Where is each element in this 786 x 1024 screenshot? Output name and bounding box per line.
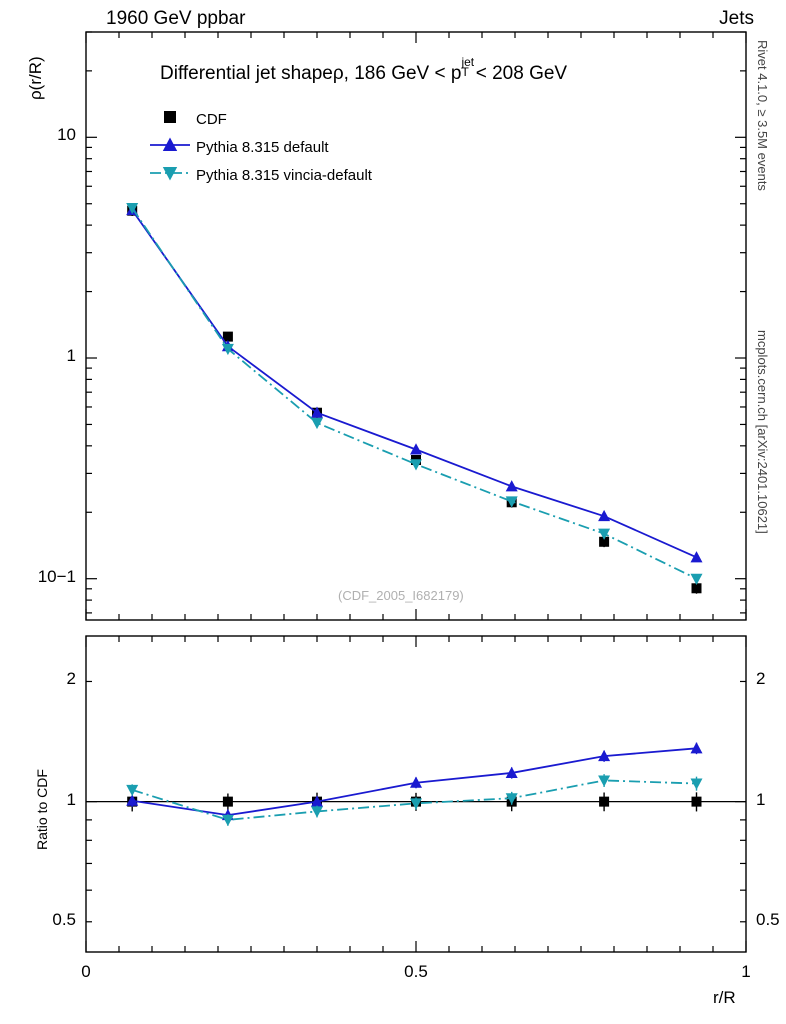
main-y-axis-label: ρ(r/R) (26, 56, 45, 100)
plot-title-sub: T (461, 65, 469, 80)
legend-label-0: CDF (196, 111, 227, 128)
legend-marker-0 (164, 111, 176, 123)
legend-label-1: Pythia 8.315 default (196, 139, 329, 156)
x-axis-label: r/R (713, 988, 736, 1007)
side-caption-mcplots: mcplots.cern.ch [arXiv:2401.10621] (755, 330, 770, 534)
plot-title-post: < 208 GeV (470, 63, 568, 84)
data-point-triangle-up (691, 742, 703, 753)
data-point-square (599, 797, 609, 807)
data-point-triangle-up (691, 551, 703, 562)
ratio-y-ticklabel-right-0: 0.5 (756, 909, 780, 929)
ratio-y-ticklabel-left-0: 0.5 (52, 909, 76, 929)
ratio-y-ticklabel-left-2: 2 (66, 669, 76, 689)
main-panel-frame (86, 32, 746, 620)
legend-label-2: Pythia 8.315 vincia-default (196, 167, 372, 184)
ratio-y-ticklabel-right-1: 1 (756, 789, 766, 809)
ratio-y-axis-label: Ratio to CDF (34, 769, 50, 850)
dataset-watermark: (CDF_2005_I682179) (338, 588, 464, 603)
plot-title-sup: jet (461, 54, 475, 69)
series-line (132, 208, 696, 579)
x-ticklabel-0: 0 (81, 962, 91, 981)
x-ticklabel-1: 0.5 (404, 962, 428, 981)
series-line (132, 210, 696, 557)
data-point-triangle-down (311, 418, 323, 429)
main-y-ticklabel-0: 10−1 (37, 566, 76, 586)
plot-title-pre: Differential jet shapeρ, 186 GeV < p (160, 63, 462, 84)
x-ticklabel-2: 1 (741, 962, 751, 981)
data-point-triangle-down (222, 815, 234, 826)
main-y-ticklabel-2: 10 (57, 125, 76, 145)
ratio-y-ticklabel-right-2: 2 (756, 669, 766, 689)
main-y-ticklabel-1: 1 (66, 346, 76, 365)
ratio-y-ticklabel-left-1: 1 (66, 789, 76, 809)
data-point-triangle-down (311, 806, 323, 817)
header-left: 1960 GeV ppbar (106, 8, 246, 29)
side-caption-rivet: Rivet 4.1.0, ≥ 3.5M events (755, 40, 770, 191)
data-point-triangle-up (506, 480, 518, 491)
header-right: Jets (719, 8, 754, 29)
data-point-square (692, 797, 702, 807)
data-point-square (223, 797, 233, 807)
data-point-triangle-down (691, 574, 703, 585)
